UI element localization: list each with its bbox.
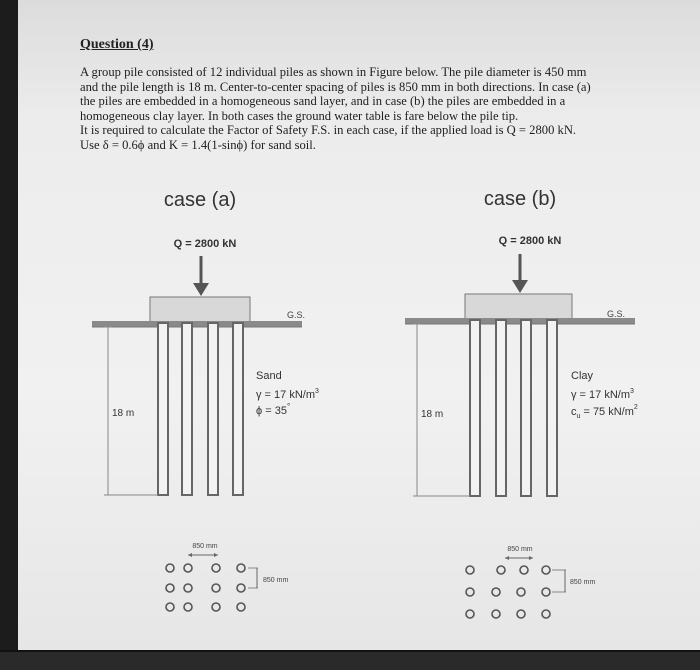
case-b-cohesion: $c_u = 75$ $kN/m^2$	[571, 404, 638, 420]
case-a-spacing-side-arrow	[248, 568, 258, 588]
case-b-title: case (b)	[483, 188, 557, 210]
case-a-pile-plan	[166, 564, 245, 611]
case-a-load-arrow	[193, 256, 209, 296]
case-b-spacing-top: 850 mm	[507, 546, 533, 553]
case-b-spacing-top-arrow	[505, 556, 533, 560]
case-a-title: case (a)	[163, 189, 237, 211]
question-line: and the pile length is 18 m. Center-to-center spacing of piles is 850 mm in both directions. In case (a)	[80, 79, 591, 94]
case-a-pile-cap	[150, 297, 250, 323]
case-b-load-arrow	[512, 254, 528, 293]
case-b-unit-weight: γ = 17 $kN/m^3$	[571, 388, 634, 401]
case-b-length-label: 18 m	[421, 409, 444, 420]
case-a-load: Q = 2800 kN	[173, 238, 237, 250]
case-b-spacing-side-arrow	[552, 570, 566, 592]
case-b-pile-plan	[466, 566, 550, 618]
question-title: Question (4)	[80, 37, 154, 52]
case-a-soil-type: Sand	[256, 370, 282, 382]
question-line: Use δ = 0.6ϕ and K = 1.4(1-sinϕ) for sand soil.	[80, 137, 316, 152]
case-b-gs-label: G.S.	[607, 309, 626, 319]
case-a-unit-weight: γ = 17 $kN/m^3$	[256, 388, 319, 401]
case-a-friction-angle: ϕ = 35°	[256, 402, 291, 417]
case-a-ground-surface	[92, 321, 302, 327]
question-line: A group pile consisted of 12 individual piles as shown in Figure below. The pile diameter is 450 mm	[80, 65, 587, 79]
case-a-gs-label: G.S.	[287, 310, 306, 320]
case-a-piles	[158, 323, 243, 495]
case-a-spacing-side: 850 mm	[263, 577, 289, 584]
case-b-spacing-side: 850 mm	[570, 579, 596, 586]
case-a-spacing-top-arrow	[188, 553, 218, 557]
case-a-spacing-top: 850 mm	[192, 543, 218, 550]
question-line: It is required to calculate the Factor of Safety F.S. in each case, if the applied load is Q = 2800 kN.	[80, 123, 577, 138]
question-line: homogeneous clay layer. In both cases the ground water table is fare below the pile tip.	[80, 108, 519, 123]
question-line: the piles are embedded in a homogeneous sand layer, and in case (b) the piles are embedded in a	[80, 94, 566, 109]
case-b-piles	[470, 320, 557, 496]
case-b-soil-type: Clay	[571, 370, 594, 382]
case-b-load: Q = 2800 kN	[498, 235, 562, 247]
case-a-length-label: 18 m	[112, 408, 135, 419]
case-b-pile-cap	[465, 294, 572, 320]
